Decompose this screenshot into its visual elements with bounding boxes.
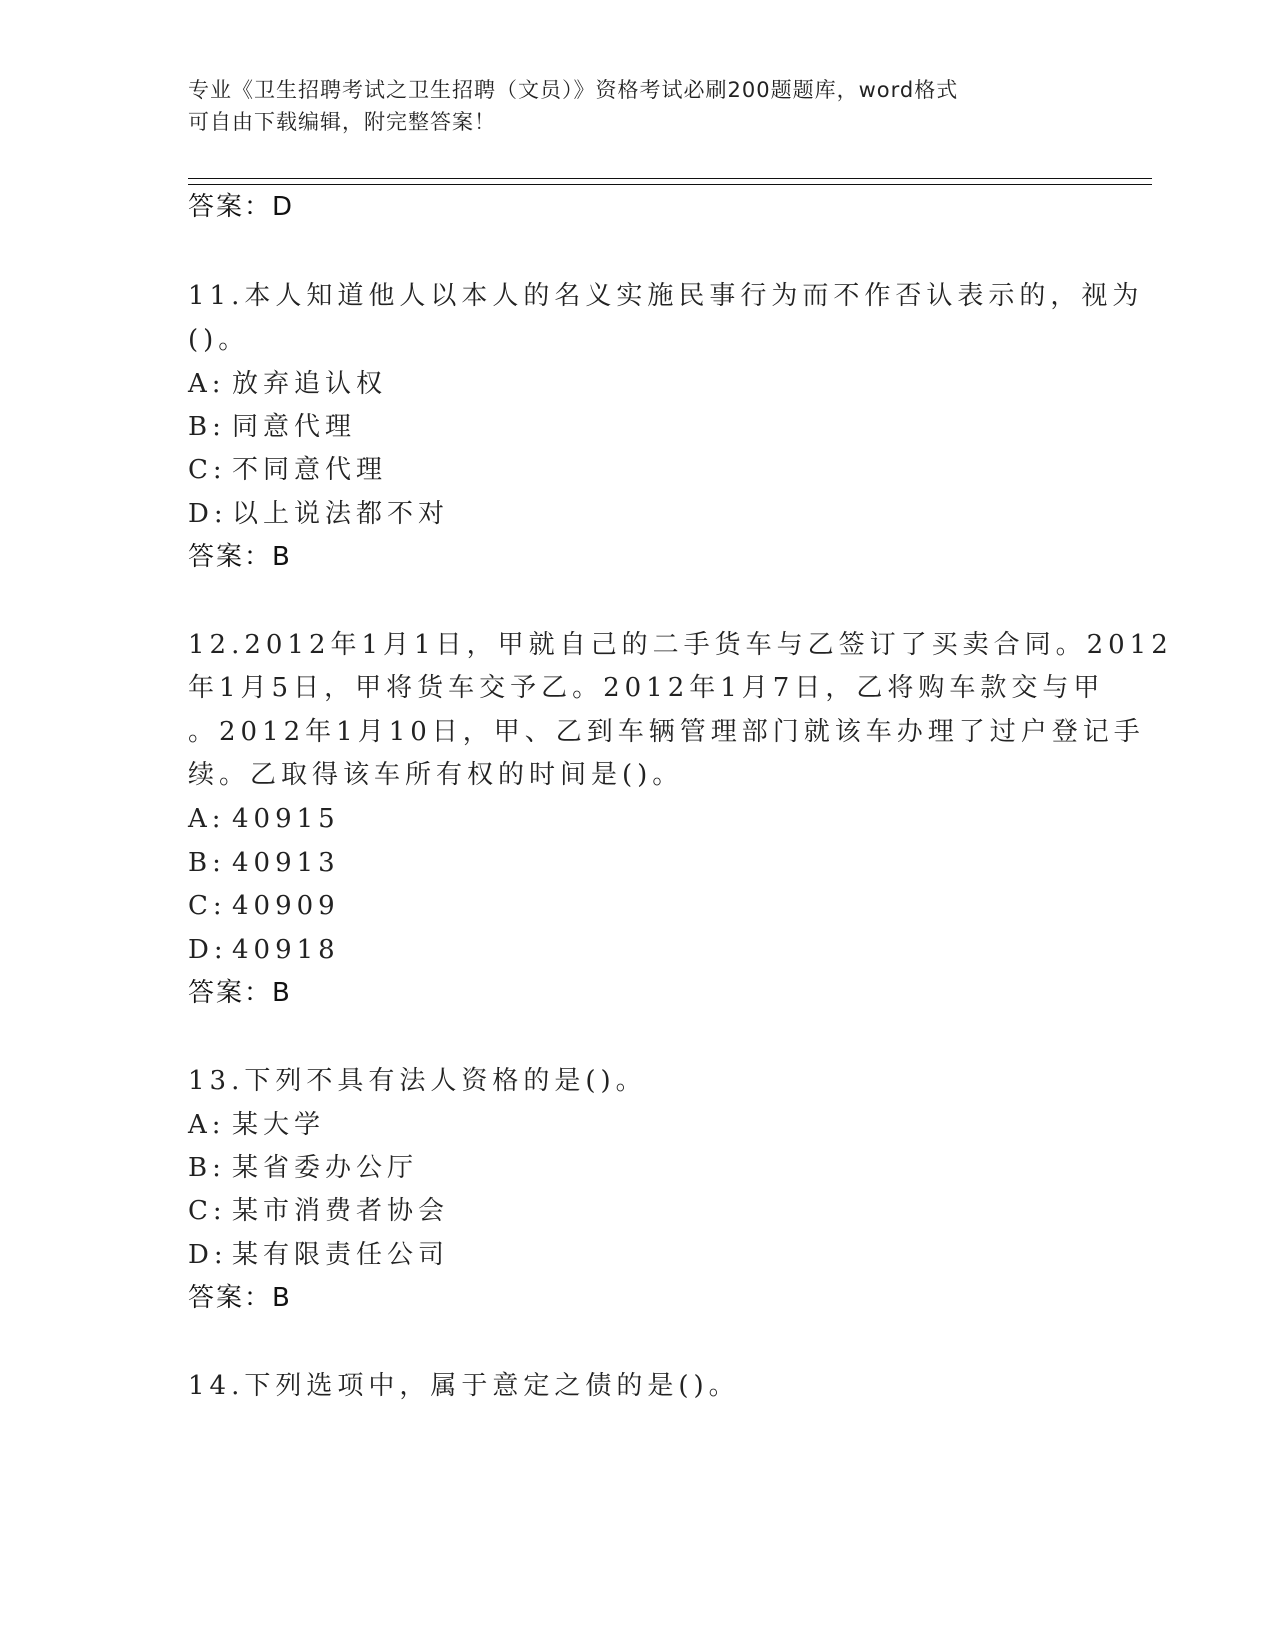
question-12-text-line-4: 续。乙取得该车所有权的时间是()。 [188, 760, 684, 790]
question-13-option-d [188, 1240, 449, 1270]
header-line-2: 可自由下载编辑，附完整答案！ [188, 110, 496, 134]
question-13-answer: 答案：B [188, 1283, 292, 1313]
option-letter: C: [188, 1196, 227, 1226]
option-text: 某大学 [232, 1110, 326, 1140]
option-text: 40913 [232, 848, 340, 878]
question-11-option-d [188, 499, 449, 529]
question-12-option-d [188, 935, 340, 965]
option-text: 以上说法都不对 [232, 499, 450, 529]
question-11-option-a [188, 369, 387, 399]
question-11-option-c [188, 455, 387, 485]
document-header [188, 74, 1088, 138]
question-12-option-c [188, 891, 340, 921]
question-13-text-line-1: 13.下列不具有法人资格的是()。 [188, 1066, 647, 1096]
header-line-1: 专业《卫生招聘考试之卫生招聘（文员）》资格考试必刷200题题库，word格式 [188, 78, 959, 102]
question-11-answer: 答案：B [188, 542, 292, 572]
option-letter: C: [188, 891, 227, 921]
option-text: 放弃追认权 [232, 369, 388, 399]
option-text: 某有限责任公司 [232, 1240, 450, 1270]
option-text: 某市消费者协会 [232, 1196, 450, 1226]
previous-answer: 答案：D [188, 192, 295, 222]
question-13-option-b [188, 1153, 418, 1183]
option-text: 40918 [232, 935, 340, 965]
option-text: 同意代理 [232, 412, 357, 442]
question-12-option-a [188, 804, 340, 834]
question-12-text-line-2: 年1月5日，甲将货车交予乙。2012年1月7日，乙将购车款交与甲 [188, 673, 1105, 703]
question-13-option-a [188, 1110, 325, 1140]
option-letter: C: [188, 455, 227, 485]
question-12-option-b [188, 848, 340, 878]
option-letter: B: [188, 848, 226, 878]
option-text: 40915 [232, 804, 340, 834]
question-11-text-line-2: ()。 [188, 325, 250, 355]
option-letter: A: [188, 369, 226, 399]
question-11-option-b [188, 412, 356, 442]
option-letter: D: [188, 499, 228, 529]
option-letter: D: [188, 935, 228, 965]
option-letter: B: [188, 412, 226, 442]
question-12-answer: 答案：B [188, 978, 292, 1008]
question-12-text-line-1: 12.2012年1月1日，甲就自己的二手货车与乙签订了买卖合同。2012 [188, 630, 1173, 660]
header-divider-top [188, 178, 1152, 179]
question-14-text-line-1: 14.下列选项中，属于意定之债的是()。 [188, 1371, 740, 1401]
header-divider-bottom [188, 184, 1152, 185]
question-11-text-line-1: 11.本人知道他人以本人的名义实施民事行为而不作否认表示的，视为 [188, 281, 1144, 311]
option-text: 不同意代理 [232, 455, 388, 485]
option-letter: B: [188, 1153, 226, 1183]
option-text: 某省委办公厅 [232, 1153, 419, 1183]
option-letter: A: [188, 1110, 226, 1140]
option-text: 40909 [232, 891, 340, 921]
option-letter: A: [188, 804, 226, 834]
question-12-text-line-3: 。2012年1月10日，甲、乙到车辆管理部门就该车办理了过户登记手 [188, 717, 1145, 747]
option-letter: D: [188, 1240, 228, 1270]
question-13-option-c [188, 1196, 449, 1226]
